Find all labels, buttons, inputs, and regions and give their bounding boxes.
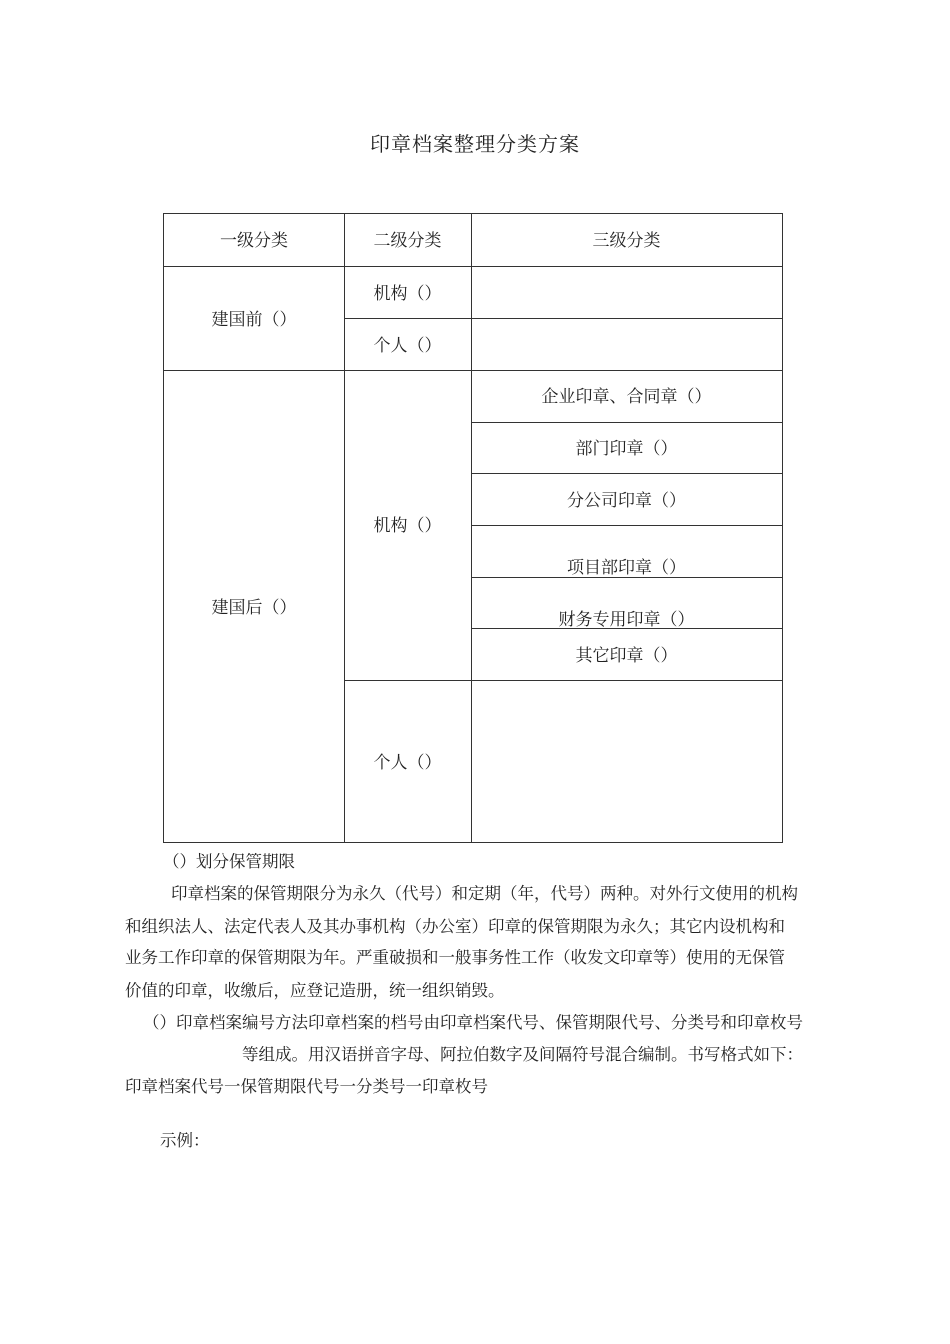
paragraph-line: 价值的印章，收缴后，应登记造册，统一组织销毁。 (125, 981, 505, 1000)
paragraph-line: 业务工作印章的保管期限为年。严重破损和一般事务性工作（收发文印章等）使用的无保管 (125, 948, 785, 967)
example-label: 示例： (160, 1131, 210, 1150)
table-divider (344, 680, 782, 681)
list-item: 分公司印章（） (567, 491, 686, 511)
paragraph-line: 等组成。用汉语拼音字母、阿拉伯数字及间隔符号混合编制。书写格式如下： (242, 1045, 803, 1064)
header-level3: 三级分类 (592, 231, 661, 251)
section-heading: （）划分保管期限 (163, 852, 295, 871)
paragraph-line: （）印章档案编号方法印章档案的档号由印章档案代号、保管期限代号、分类号和印章枚号 (143, 1013, 803, 1032)
post-1949-person: 个人（） (373, 753, 442, 773)
list-item: 财务专用印章（） (558, 610, 695, 630)
post-1949-label: 建国后（） (211, 598, 297, 618)
table-divider (164, 266, 782, 267)
table-divider (471, 525, 782, 526)
list-item: 部门印章（） (575, 439, 678, 459)
table-divider (344, 318, 782, 319)
pre-1949-label: 建国前（） (211, 310, 297, 330)
table-divider (471, 214, 472, 842)
pre-1949-person: 个人（） (373, 336, 442, 356)
classification-table (163, 213, 783, 843)
paragraph-line: 和组织法人、法定代表人及其办事机构（办公室）印章的保管期限为永久；其它内设机构和 (125, 917, 785, 936)
list-item: 其它印章（） (575, 646, 678, 666)
post-1949-org: 机构（） (373, 516, 442, 536)
table-divider (471, 473, 782, 474)
table-divider (471, 422, 782, 423)
format-line: 印章档案代号一保管期限代号一分类号一印章枚号 (125, 1077, 488, 1096)
pre-1949-org: 机构（） (373, 284, 442, 304)
list-item: 项目部印章（） (567, 558, 686, 578)
paragraph-line: 印章档案的保管期限分为永久（代号）和定期（年，代号）两种。对外行文使用的机构 (171, 884, 798, 903)
table-divider (164, 370, 782, 371)
list-item: 企业印章、合同章（） (541, 387, 712, 407)
header-level2: 二级分类 (373, 231, 442, 251)
header-level1: 一级分类 (220, 231, 288, 251)
document-title: 印章档案整理分类方案 (370, 132, 580, 156)
